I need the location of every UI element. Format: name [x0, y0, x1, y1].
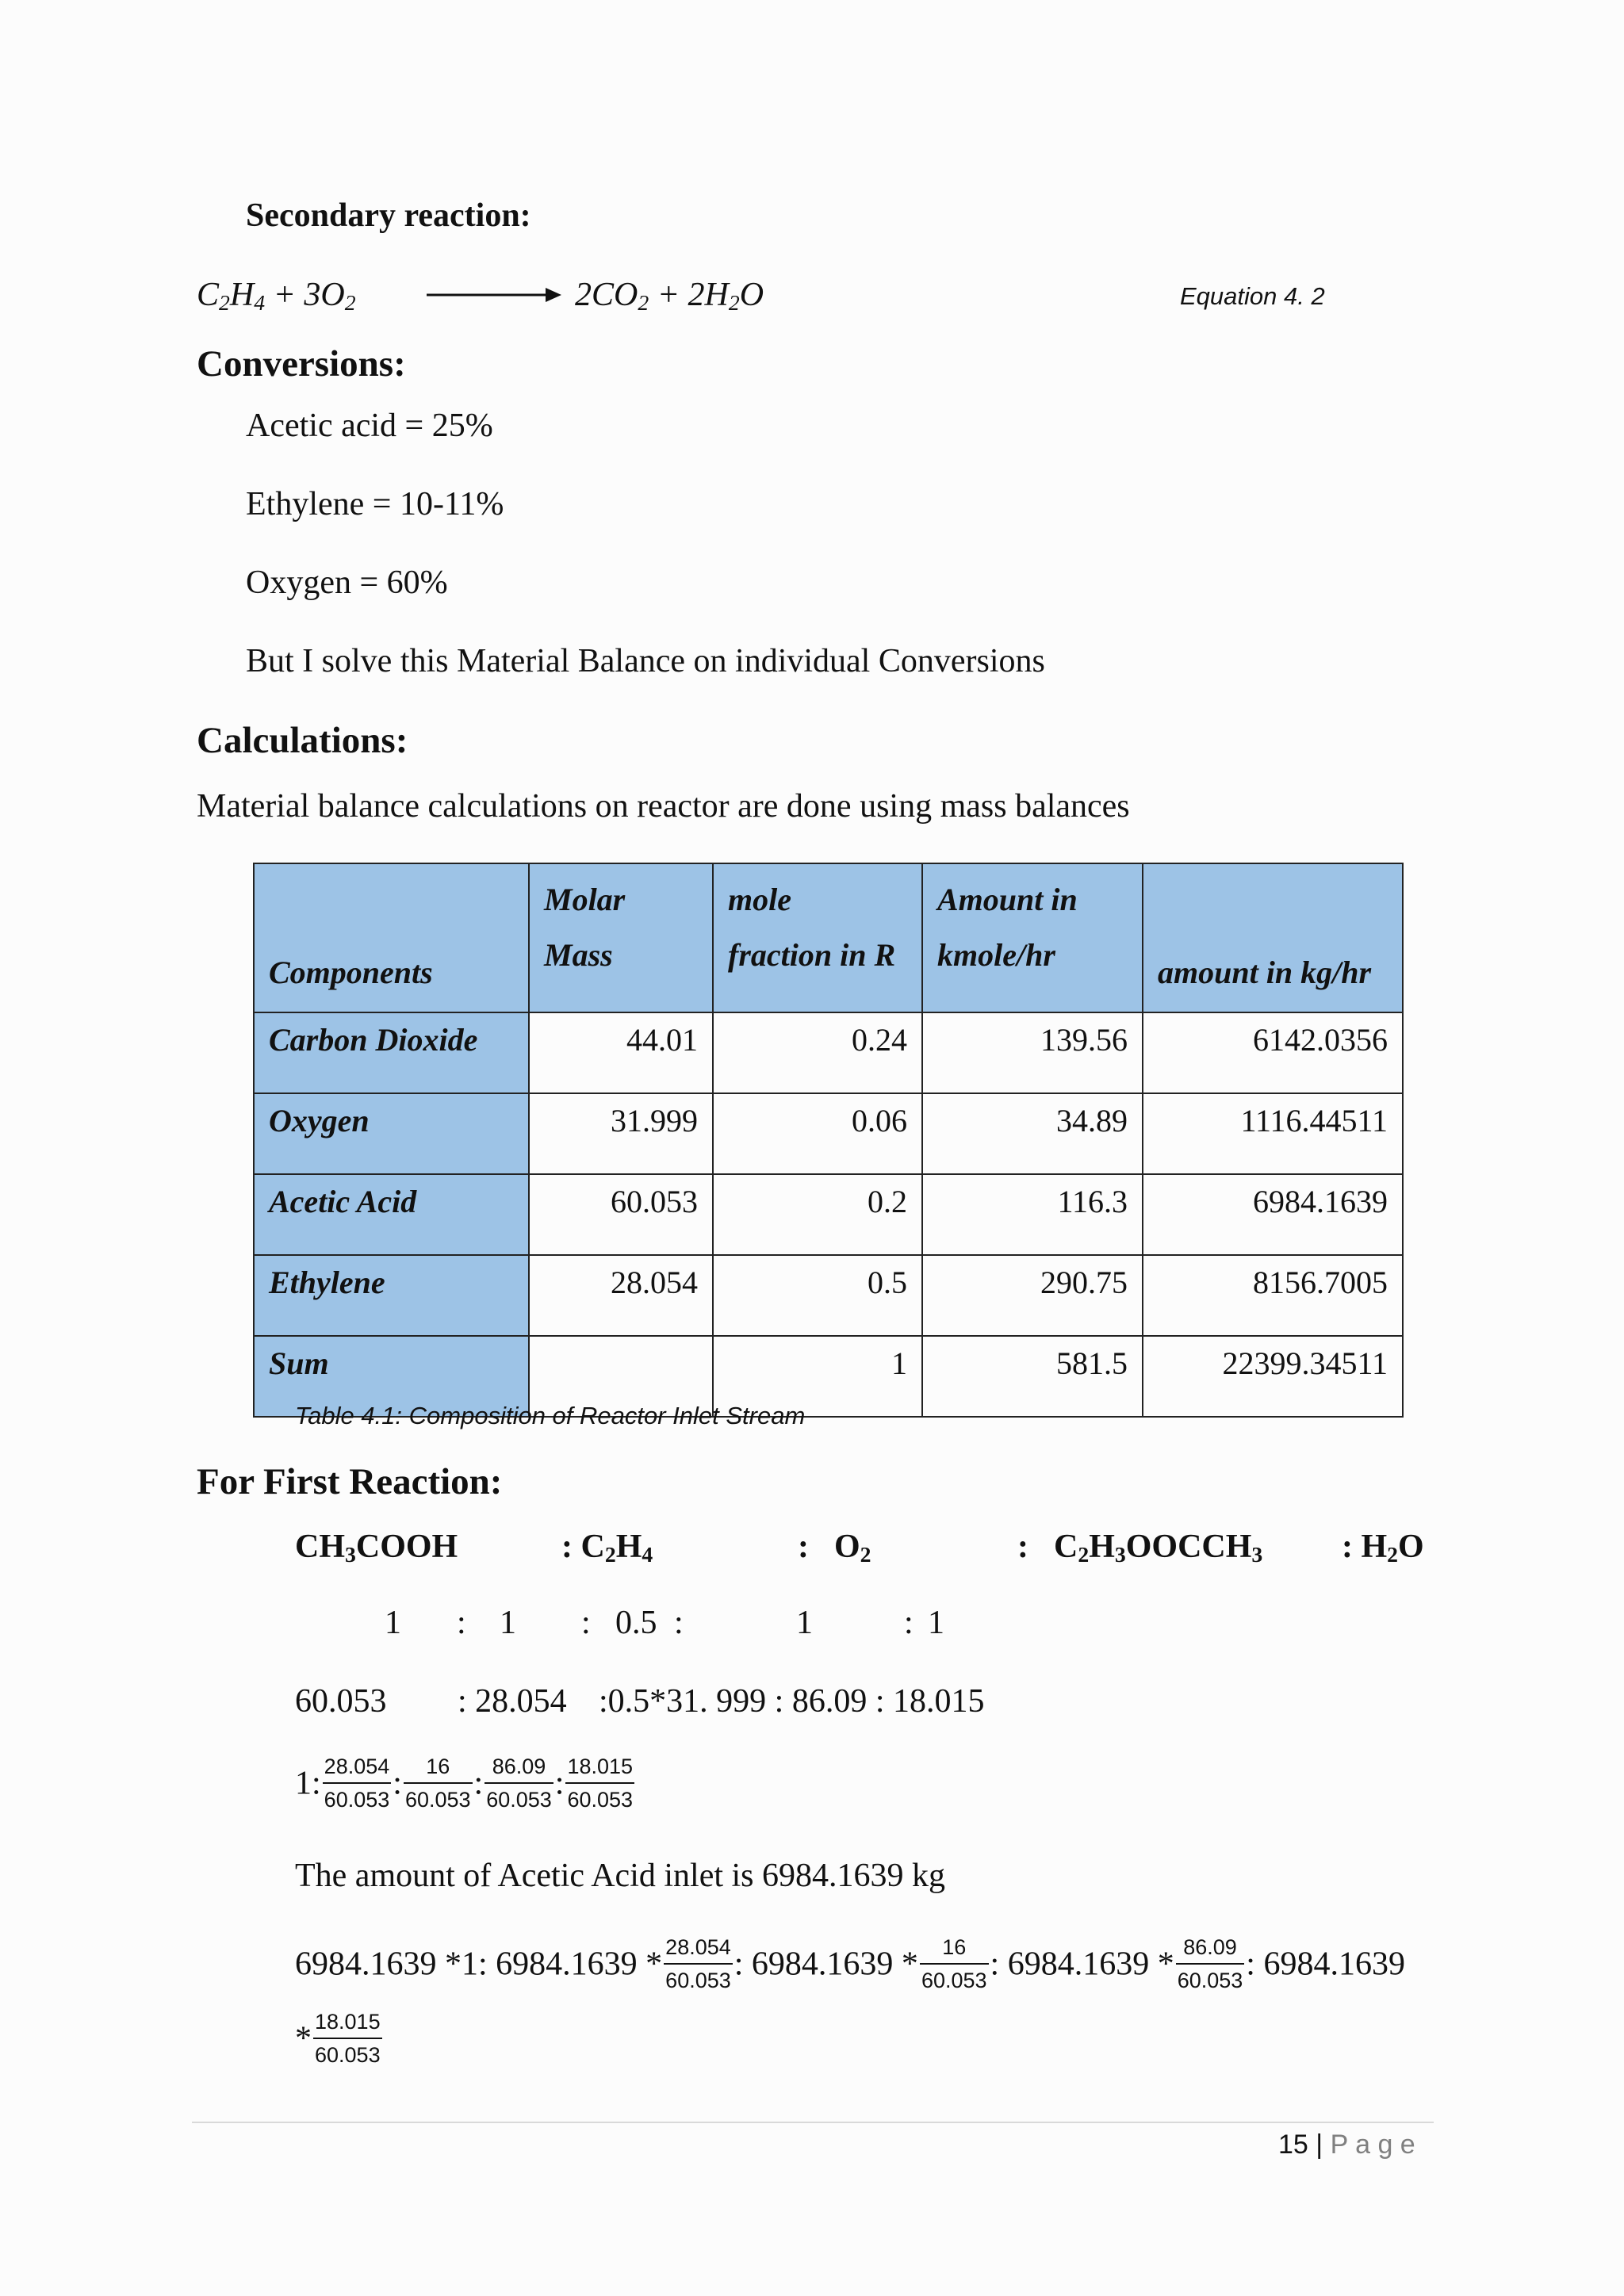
species-acetic-acid: $CH_3COOH$ [295, 1529, 458, 1567]
species-colon: : [1017, 1529, 1028, 1565]
header-mole-fraction: mole fraction in R [713, 863, 922, 1012]
header-components: Components [254, 863, 529, 1012]
page-footer [1278, 2130, 1415, 2160]
header-amount-kmole: Amount in kmole/hr [922, 863, 1143, 1012]
mole-fraction-cell: 0.24 [713, 1012, 922, 1093]
fraction: $\frac{28.054}{60.053}$ [324, 1755, 390, 1812]
fraction: $\frac{16}{60.053}$ [921, 1935, 987, 1993]
ratio-value: 1 [500, 1605, 516, 1641]
page-label: P a g e [1330, 2130, 1415, 2160]
fraction: $\frac{18.015}{60.053}$ [315, 2010, 381, 2068]
calculations-text: Material balance calculations on reactor are done using mass balances [197, 788, 1130, 825]
molar-mass-cell: 31.999 [529, 1093, 713, 1174]
kmole-cell: 290.75 [922, 1255, 1143, 1336]
fraction: $\frac{86.09}{60.053}$ [486, 1755, 552, 1812]
species-colon: : [798, 1529, 809, 1565]
mass-line-value: :0.5*31. 999 : 86.09 : 18.015 [599, 1683, 985, 1720]
ratio-colon: : [674, 1605, 684, 1641]
first-reaction-heading: For First Reaction: [197, 1461, 503, 1502]
mole-fraction-cell: 1 [713, 1336, 922, 1417]
mass-line-value: 60.053 [295, 1683, 387, 1720]
mole-fraction-cell: 0.06 [713, 1093, 922, 1174]
ratio-value: 1 [796, 1605, 813, 1641]
page-number: 15 [1278, 2130, 1308, 2160]
conversion-oxygen: Oxygen = 60% [246, 564, 448, 601]
reaction-arrow [427, 285, 563, 304]
fraction-ratio-line: 1: $\frac{28.054}{60.053}$ : $\frac{16}{60.053}$ : $\frac{86.09}{60.053}$ : $\frac{18.015}{60.053}$ [295, 1755, 634, 1812]
footer-divider [192, 2122, 1434, 2123]
kmole-cell: 116.3 [922, 1174, 1143, 1255]
ratio-value: 1 [928, 1605, 944, 1641]
expression-line: 6984.1639 *1: 6984.1639 * $\frac{28.054}{60.053}$ : 6984.1639 * $\frac{16}{60.053}$ : 6984.1639 * $\frac{86.09}{60.053}$ : 6984.1639 [295, 1935, 1405, 1993]
kg-cell: 6984.1639 [1143, 1174, 1403, 1255]
molar-mass-cell: 44.01 [529, 1012, 713, 1093]
kg-cell: 6142.0356 [1143, 1012, 1403, 1093]
footer-separator: | [1316, 2130, 1323, 2160]
fraction: $\frac{28.054}{60.053}$ [665, 1935, 731, 1993]
mole-fraction-cell: 0.5 [713, 1255, 922, 1336]
reaction-reactants: $C_2H_4 + 3O_2$ [197, 277, 356, 316]
ratio-value: 1 [385, 1605, 401, 1641]
reaction-products: $2CO_2 + 2H_2O$ [575, 277, 764, 316]
molar-mass-cell: 28.054 [529, 1255, 713, 1336]
fraction: $\frac{18.015}{60.053}$ [567, 1755, 634, 1812]
fraction: $\frac{86.09}{60.053}$ [1177, 1935, 1243, 1993]
table-row [254, 1012, 1403, 1093]
ratio-colon: : [581, 1605, 591, 1641]
table-caption: Table 4.1: Composition of Reactor Inlet Stream [295, 1402, 806, 1429]
component-name: Oxygen [254, 1093, 529, 1174]
table-row [254, 1255, 1403, 1336]
component-name: Acetic Acid [254, 1174, 529, 1255]
conversions-note: But I solve this Material Balance on individual Conversions [246, 643, 1045, 679]
kmole-cell: 34.89 [922, 1093, 1143, 1174]
mass-line-value: : 28.054 [458, 1683, 567, 1720]
ratio-value: 0.5 [615, 1605, 657, 1641]
species-oxygen: $O_2$ [834, 1529, 871, 1567]
expression-line-continuation: * $\frac{18.015}{60.053}$ [295, 2010, 381, 2068]
fraction: $\frac{16}{60.053}$ [404, 1755, 471, 1812]
kmole-cell: 581.5 [922, 1336, 1143, 1417]
species-ethylene: : $C_2H_4$ [561, 1529, 653, 1567]
molar-mass-cell: 60.053 [529, 1174, 713, 1255]
table-row [254, 1174, 1403, 1255]
table-header-row [254, 863, 1403, 1012]
secondary-reaction-heading: Secondary reaction: [246, 197, 531, 234]
ratio-colon: : [904, 1605, 914, 1641]
conversion-ethylene: Ethylene = 10-11% [246, 486, 504, 522]
table-row [254, 1093, 1403, 1174]
acetic-acid-amount-text: The amount of Acetic Acid inlet is 6984.1639 kg [295, 1858, 946, 1894]
mole-fraction-cell: 0.2 [713, 1174, 922, 1255]
kmole-cell: 139.56 [922, 1012, 1143, 1093]
component-name: Sum [254, 1336, 529, 1417]
calculations-heading: Calculations: [197, 720, 408, 761]
species-vinyl-acetate: $C_2H_3OOCCH_3$ [1054, 1529, 1263, 1567]
kg-cell: 8156.7005 [1143, 1255, 1403, 1336]
species-water: : $H_2O$ [1342, 1529, 1424, 1567]
conversions-heading: Conversions: [197, 343, 406, 385]
component-name: Carbon Dioxide [254, 1012, 529, 1093]
component-name: Ethylene [254, 1255, 529, 1336]
conversion-acetic-acid: Acetic acid = 25% [246, 408, 493, 444]
kg-cell: 22399.34511 [1143, 1336, 1403, 1417]
kg-cell: 1116.44511 [1143, 1093, 1403, 1174]
header-amount-kg: amount in kg/hr [1143, 863, 1403, 1012]
ratio-colon: : [457, 1605, 466, 1641]
header-molar-mass: Molar Mass [529, 863, 713, 1012]
equation-label: Equation 4. 2 [1180, 282, 1325, 310]
composition-table [253, 863, 1404, 1418]
